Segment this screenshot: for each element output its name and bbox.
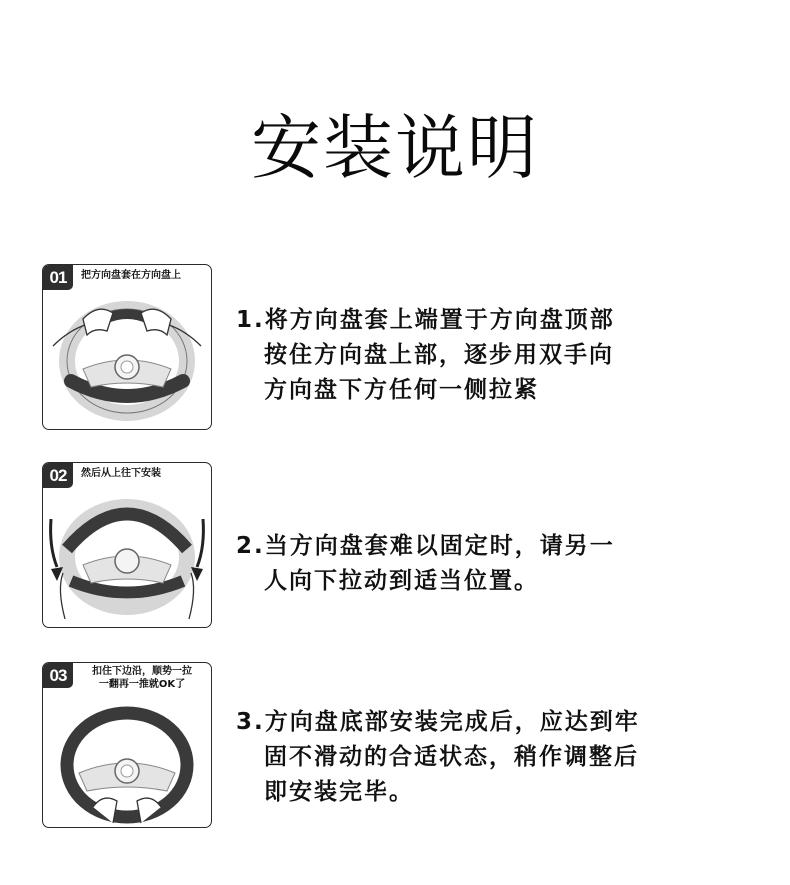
step-2-badge: 02 — [43, 463, 73, 488]
step-3-line-1: 3.方向盘底部安装完成后，应达到牢 — [236, 709, 640, 735]
steering-wheel-icon — [43, 489, 211, 628]
steering-wheel-icon — [43, 291, 211, 430]
step-2-illustration-card — [42, 462, 212, 628]
step-3-line-2: 固不滑动的合适状态，稍作调整后 — [264, 744, 639, 770]
step-3-line-3: 即安装完毕。 — [264, 779, 414, 805]
step-1-line-1: 1.将方向盘套上端置于方向盘顶部 — [236, 307, 615, 333]
step-1-badge: 01 — [43, 265, 73, 290]
steering-wheel-icon — [43, 689, 211, 828]
step-1-line-2: 按住方向盘上部，逐步用双手向 — [264, 342, 614, 368]
step-1-illustration-card — [42, 264, 212, 430]
step-2-line-2: 人向下拉动到适当位置。 — [264, 568, 539, 594]
step-3-illustration-card — [42, 662, 212, 828]
page-title: 安装说明 — [251, 107, 539, 189]
step-2-caption: 然后从上往下安装 — [81, 468, 161, 479]
step-3-caption: 扣住下边沿，顺势一拉 一翻再一推就OK了 — [92, 666, 192, 690]
step-1-caption: 把方向盘套在方向盘上 — [81, 270, 181, 281]
step-1-line-3: 方向盘下方任何一侧拉紧 — [264, 377, 539, 403]
step-3-badge: 03 — [43, 663, 73, 688]
step-2-line-1: 2.当方向盘套难以固定时，请另一 — [236, 533, 615, 559]
